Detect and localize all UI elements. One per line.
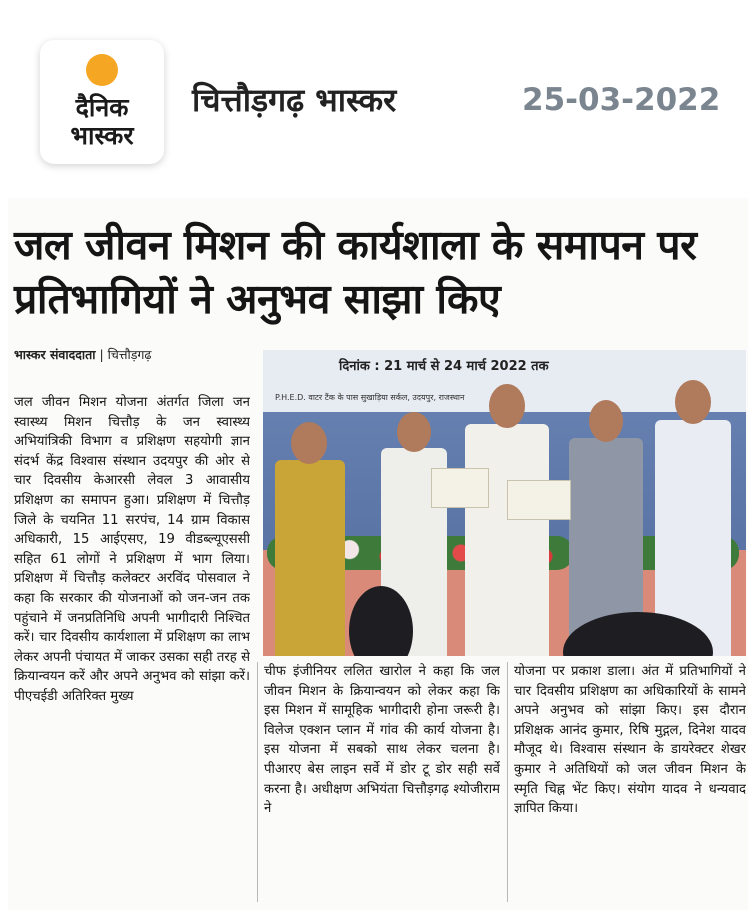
article-column-2: चीफ इंजीनियर ललित खारोल ने कहा कि जल जीवन मिशन के क्रियान्वयन को लेकर कहा कि इस मिशन में सामूहिक भागीदारी होना जरूरी है। विलेज एक्शन प्लान में गांव की कार्य योजना है। इस योजना में सबको साथ लेकर चलना है। पीआरए बेस लाइन सर्वे में डोर टू डोर सही सर्वे करना है। अधीक्षण अभियंता चित्तौड़गढ़ श्योजीराम ने xyxy=(264,664,500,817)
logo-text-line2: भास्कर xyxy=(70,121,134,150)
person-head xyxy=(589,400,623,442)
byline-separator: | xyxy=(99,347,104,362)
certificate xyxy=(507,480,571,520)
article-column-3: योजना पर प्रकाश डाला। अंत में प्रतिभागियों ने चार दिवसीय प्रशिक्षण का अधिकारियों के सामने अपने अनुभव को सांझा किए। इस दौरान प्रशिक्षक आनंद कुमार, रिषि मुद्गल, दिनेश यादव मौजूद थे। विश्वास संस्थान के डायरेक्टर शेखर कुमार ने अतिथियों को जल जीवन मिशन के स्मृति चिह्न भेंट किए। संयोग यादव ने धन्यवाद ज्ञापित किया। xyxy=(514,664,746,817)
banner-date-text: दिनांक : 21 मार्च से 24 मार्च 2022 तक xyxy=(339,359,549,374)
byline xyxy=(14,346,151,363)
dainik-bhaskar-logo xyxy=(40,40,164,164)
byline-place: चित्तौड़गढ़ xyxy=(107,347,152,362)
column-divider xyxy=(507,662,508,902)
person xyxy=(275,460,345,656)
sun-icon xyxy=(86,54,118,86)
publication-date: 25-03-2022 xyxy=(522,82,721,118)
byline-source: भास्कर संवाददाता xyxy=(14,347,96,362)
person-head xyxy=(397,412,431,452)
article-column-1: जल जीवन मिशन योजना अंतर्गत जिला जन स्वास्थ्य मिशन चित्तौड़ के जन स्वास्थ्य अभियांत्रिकी विभाग व प्रशिक्षण सहयोगी ज्ञान संदर्भ केंद्र विश्वास संस्थान उदयपुर की ओर से चार दिवसीय केआरसी लेवल 3 आवासीय प्रशिक्षण का समापन हुआ। प्रशिक्षण में चित्तौड़ जिले के चयनित 11 सरपंच, 14 ग्राम विकास अधिकारी, 15 आईएसए, 19 वीडब्ल्यूएससी सहित 61 लोगों ने प्रशिक्षण में भाग लिया। प्रशिक्षण में चित्तौड़ कलेक्टर अरविंद पोसवाल ने कहा कि सरकार की योजनाओं को जन-जन तक पहुंचाने में जनप्रतिनिधि अपनी भागीदारी निश्चित करें। चार दिवसीय कार्यशाला में प्रशिक्षण का लाभ लेकर अपनी पंचायत में जाकर उसका सही तरह से क्रियान्वयन करें और अपने अनुभव को सांझा करें। पीएचईडी अतिरिक्त मुख्य xyxy=(14,395,250,704)
person-head xyxy=(291,422,327,464)
person xyxy=(465,424,549,656)
person-head xyxy=(489,384,525,428)
certificate xyxy=(431,468,489,508)
event-photo xyxy=(263,350,746,656)
person-head xyxy=(675,380,711,424)
edition-title: चित्तौड़गढ़ भास्कर xyxy=(192,81,397,119)
column-divider xyxy=(257,662,258,902)
logo-text-line1: दैनिक xyxy=(75,93,129,122)
article-headline: जल जीवन मिशन की कार्यशाला के समापन पर प्रतिभागियों ने अनुभव साझा किए xyxy=(14,221,697,323)
banner-venue-text: P.H.E.D. वाटर टैंक के पास सुखाड़िया सर्कल, उदयपुर, राजस्थान xyxy=(275,393,465,402)
